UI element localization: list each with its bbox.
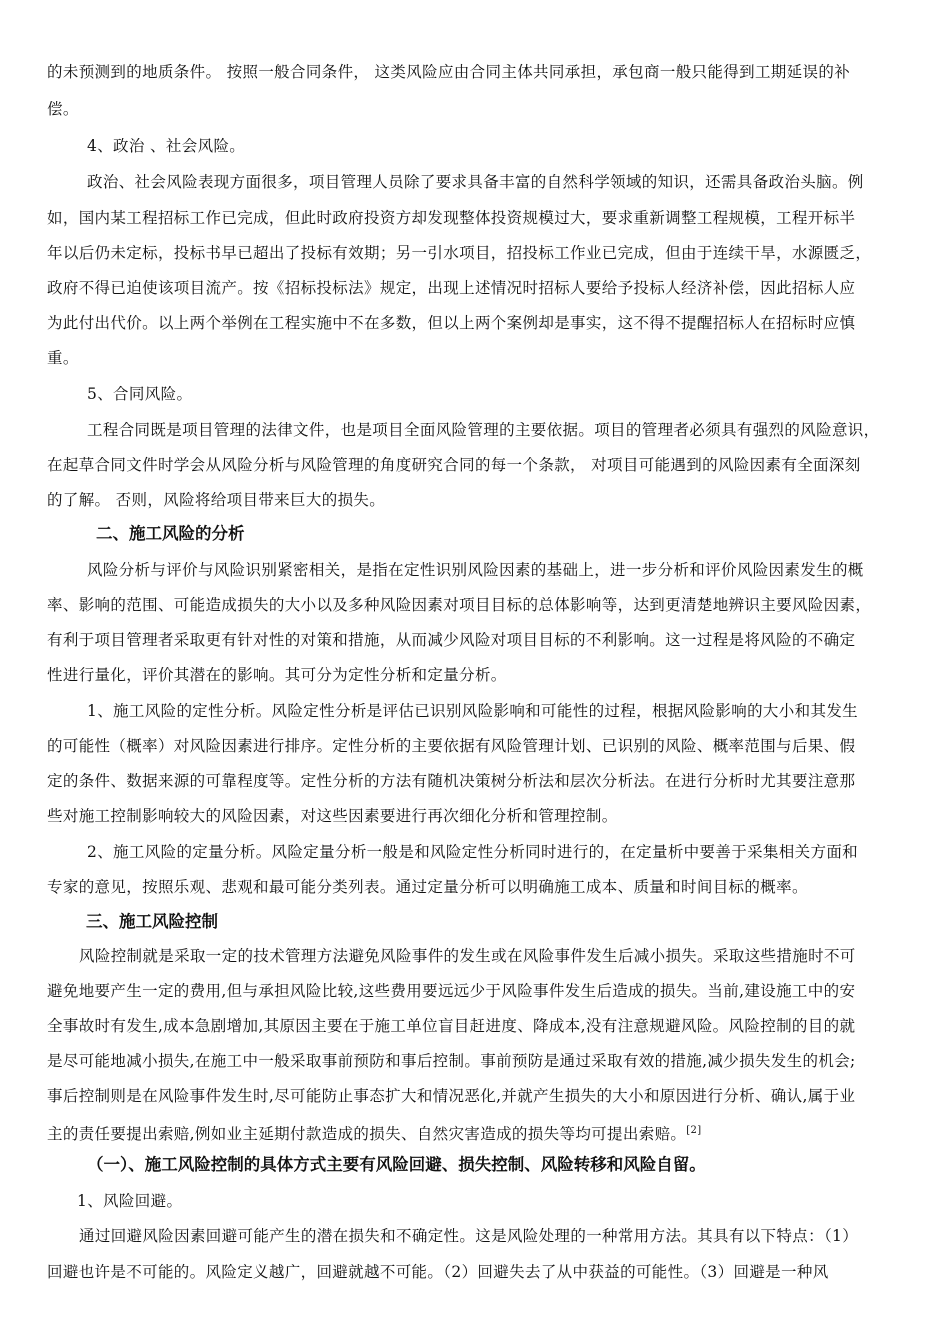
paragraph-text: 主的责任要提出索赔,例如业主延期付款造成的损失、自然灾害造成的损失等均可提出索赔。 — [47, 1125, 687, 1143]
paragraph-line: 的可能性（概率）对风险因素进行排序。定性分析的主要依据有风险管理计划、已识别的风险、概率范围与后果、假 — [47, 737, 856, 755]
paragraph-line: 定的条件、数据来源的可靠程度等。定性分析的方法有随机决策树分析法和层次分析法。在进行分析时尤其要注意那 — [47, 772, 856, 790]
paragraph-line: 重。 — [47, 349, 79, 367]
paragraph-line: 如，国内某工程招标工作已完成，但此时政府投资方却发现整体投资规模过大，要求重新调整工程规模，工程开标半 — [47, 209, 856, 227]
paragraph-line: 率、影响的范围、可能造成损失的大小以及多种风险因素对项目目标的总体影响等，达到更清楚地辨识主要风险因素， — [47, 596, 872, 614]
citation-marker: [2] — [686, 1125, 702, 1136]
paragraph-line: 有利于项目管理者采取更有针对性的对策和措施，从而减少风险对项目目标的不利影响。这一过程是将风险的不确定 — [47, 631, 856, 649]
paragraph-line: 专家的意见，按照乐观、悲观和最可能分类列表。通过定量分析可以明确施工成本、质量和时间目标的概率。 — [47, 878, 808, 896]
section-2-heading: 二、施工风险的分析 — [96, 524, 245, 543]
paragraph-line: 风险控制就是采取一定的技术管理方法避免风险事件的发生或在风险事件发生后减小损失。采取这些措施时不可 — [79, 947, 856, 965]
paragraph-line: 避免地要产生一定的费用,但与承担风险比较,这些费用要远远少于风险事件发生后造成的损失。当前,建设施工中的安 — [47, 982, 856, 1000]
paragraph-line: 回避也许是不可能的。风险定义越广，回避就越不可能。（2）回避失去了从中获益的可能性。（3）回避是一种风 — [47, 1263, 829, 1281]
paragraph-line: 1、施工风险的定性分析。风险定性分析是评估已识别风险影响和可能性的过程，根据风险影响的大小和其发生 — [87, 702, 859, 720]
paragraph-line: 些对施工控制影响较大的风险因素，对这些因素要进行再次细化分析和管理控制。 — [47, 807, 618, 825]
paragraph-line: 事后控制则是在风险事件发生时,尽可能防止事态扩大和情况恶化,并就产生损失的大小和原因进行分析、确认,属于业 — [47, 1087, 856, 1105]
paragraph-line: 偿。 — [47, 100, 79, 118]
paragraph-line: 风险分析与评价与风险识别紧密相关，是指在定性识别风险因素的基础上，进一步分析和评价风险因素发生的概 — [87, 561, 864, 579]
paragraph-line: 工程合同既是项目管理的法律文件，也是项目全面风险管理的主要依据。项目的管理者必须具有强烈的风险意识， — [87, 421, 880, 439]
paragraph-line: 通过回避风险因素回避可能产生的潜在损失和不确定性。这是风险处理的一种常用方法。其具有以下特点：（1） — [79, 1227, 859, 1245]
item-avoid-title: 1、风险回避。 — [77, 1192, 183, 1210]
paragraph-line: 全事故时有发生,成本急剧增加,其原因主要在于施工单位盲目赶进度、降成本,没有注意规避风险。风险控制的目的就 — [47, 1017, 856, 1035]
paragraph-line: 性进行量化，评价其潜在的影响。其可分为定性分析和定量分析。 — [47, 666, 507, 684]
paragraph-line: 政治、社会风险表现方面很多，项目管理人员除了要求具备丰富的自然科学领域的知识，还需具备政治头脑。例 — [87, 173, 864, 191]
paragraph-line: 的未预测到的地质条件。 按照一般合同条件， 这类风险应由合同主体共同承担，承包商一般只能得到工期延误的补 — [47, 63, 851, 81]
item-4-title: 4、政治 、社会风险。 — [87, 137, 246, 155]
paragraph-line: 是尽可能地减小损失,在施工中一般采取事前预防和事后控制。事前预防是通过采取有效的措施,减少损失发生的机会; — [47, 1052, 856, 1070]
subsection-1-heading: （一）、施工风险控制的具体方式主要有风险回避、损失控制、风险转移和风险自留。 — [87, 1155, 706, 1174]
paragraph-line: 年以后仍未定标，投标书早已超出了投标有效期；另一引水项目，招投标工作业已完成，但由于连续干旱，水源匮乏， — [47, 244, 872, 262]
paragraph-line: 2、施工风险的定量分析。风险定量分析一般是和风险定性分析同时进行的，在定量析中要善于采集相关方面和 — [87, 843, 859, 861]
paragraph-line: 政府不得已迫使该项目流产。按《招标投标法》规定，出现上述情况时招标人要给予投标人经济补偿，因此招标人应 — [47, 279, 856, 297]
section-3-heading: 三、施工风险控制 — [86, 912, 218, 931]
paragraph-line — [47, 1121, 907, 1144]
item-5-title: 5、合同风险。 — [87, 385, 193, 403]
paragraph-line: 的了解。 否则，风险将给项目带来巨大的损失。 — [47, 491, 386, 509]
paragraph-line: 为此付出代价。以上两个举例在工程实施中不在多数，但以上两个案例却是事实，这不得不提醒招标人在招标时应慎 — [47, 314, 856, 332]
paragraph-line: 在起草合同文件时学会从风险分析与风险管理的角度研究合同的每一个条款， 对项目可能遇到的风险因素有全面深刻 — [47, 456, 861, 474]
